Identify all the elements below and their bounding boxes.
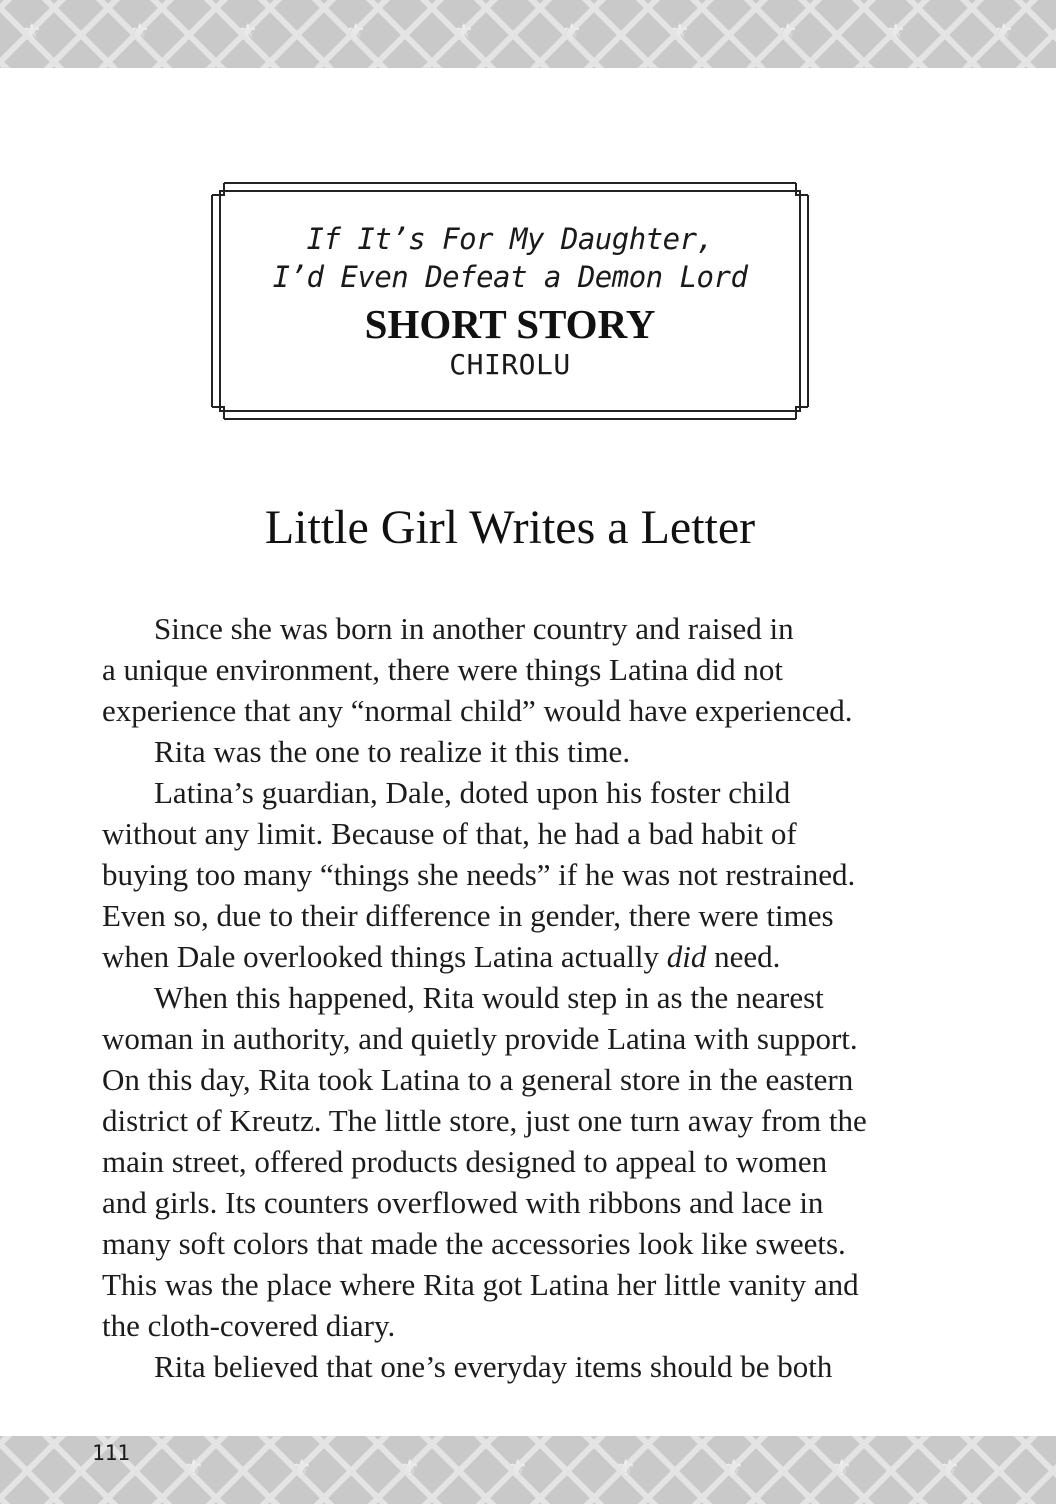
top-pattern-band: ⚜ ⚜ ⚜ ⚜ ⚜ ⚜ ⚜ ⚜ ⚜ ⚜ bbox=[0, 0, 1056, 68]
text-line: the cloth-covered diary. bbox=[102, 1308, 396, 1343]
body-text bbox=[102, 608, 922, 1387]
text-line: without any limit. Because of that, he had a bad habit of bbox=[102, 816, 797, 851]
text-line: a unique environment, there were things Latina did not bbox=[102, 652, 783, 687]
text-line: experience that any “normal child” would have experienced. bbox=[102, 693, 853, 728]
text-line: and girls. Its counters overflowed with ribbons and lace in bbox=[102, 1185, 824, 1220]
text-line: This was the place where Rita got Latina her little vanity and bbox=[102, 1267, 859, 1302]
text-line: Since she was born in another country and raised in bbox=[154, 611, 794, 646]
text-line: district of Kreutz. The little store, just one turn away from the bbox=[102, 1103, 867, 1138]
series-title-line-2: I’d Even Defeat a Demon Lord bbox=[272, 260, 748, 294]
page-number: 111 bbox=[92, 1441, 130, 1465]
text-line: Latina’s guardian, Dale, doted upon his foster child bbox=[154, 775, 791, 810]
bottom-pattern-band: ⚜ ⚜ ⚜ ⚜ ⚜ ⚜ ⚜ ⚜ bbox=[0, 1436, 1056, 1504]
text-line: buying too many “things she needs” if he was not restrained. bbox=[102, 857, 856, 892]
chapter-title: Little Girl Writes a Letter bbox=[264, 501, 756, 554]
text-line: Even so, due to their difference in gender, there were times bbox=[102, 898, 834, 933]
author-name: CHIROLU bbox=[449, 348, 571, 381]
text-segment: need. bbox=[706, 939, 781, 974]
text-line: When this happened, Rita would step in as the nearest bbox=[154, 980, 824, 1015]
text-line: woman in authority, and quietly provide Latina with support. bbox=[102, 1021, 858, 1056]
short-story-label: SHORT STORY bbox=[364, 301, 656, 347]
text-line: many soft colors that made the accessories look like sweets. bbox=[102, 1226, 846, 1261]
emphasis-text: did bbox=[666, 939, 707, 974]
text-line bbox=[102, 936, 922, 977]
text-line: main street, offered products designed to appeal to women bbox=[102, 1144, 828, 1179]
text-line: Rita believed that one’s everyday items should be both bbox=[154, 1349, 833, 1384]
text-line: Rita was the one to realize it this time. bbox=[154, 734, 631, 769]
text-segment: when Dale overlooked things Latina actually bbox=[102, 939, 667, 974]
title-frame bbox=[210, 181, 810, 421]
series-title-line-1: If It’s For My Daughter, bbox=[306, 222, 714, 256]
text-line: On this day, Rita took Latina to a general store in the eastern bbox=[102, 1062, 854, 1097]
